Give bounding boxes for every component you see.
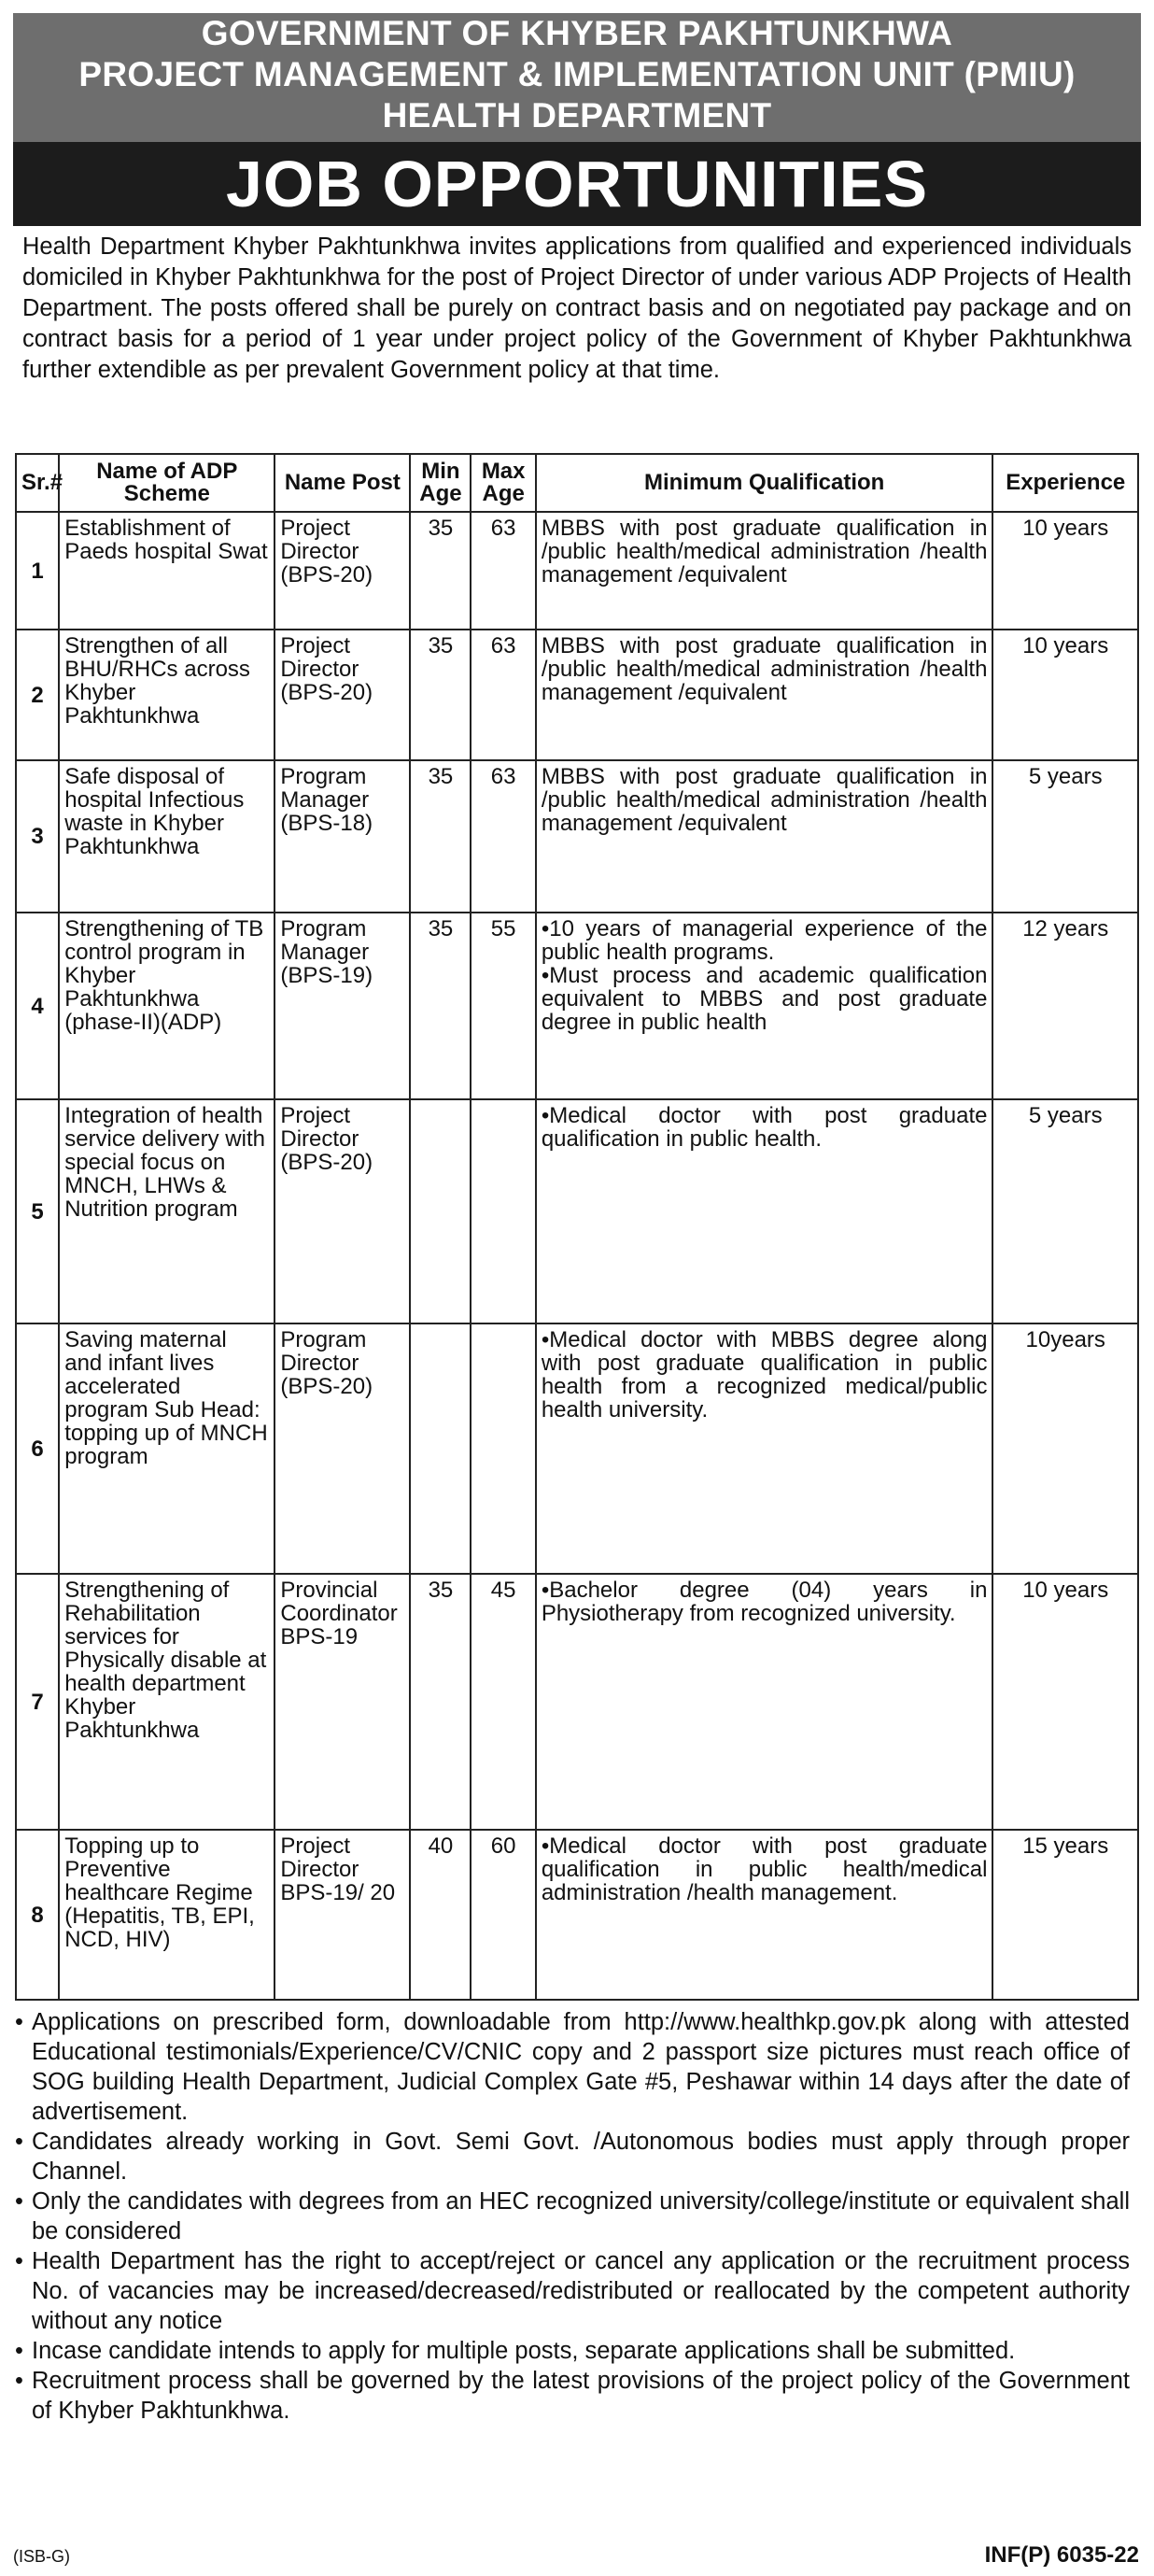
row-qualification	[536, 630, 993, 760]
row-sr: 6	[16, 1323, 59, 1574]
row-post: Project Director (BPS-20)	[274, 630, 410, 760]
row-qualification	[536, 913, 993, 1099]
table-row	[16, 512, 1138, 630]
header-min-age: Min Age	[410, 454, 471, 512]
row-max-age: 63	[471, 630, 535, 760]
row-max-age	[471, 1099, 535, 1323]
row-sr: 8	[16, 1830, 59, 2000]
footer-agency-code: (ISB-G)	[13, 2547, 70, 2566]
qualification-line: •10 years of managerial experience of the public health programs.	[541, 916, 988, 965]
row-sr: 5	[16, 1099, 59, 1323]
qualification-line: MBBS with post graduate qualification in /public health/medical administration /health management /equivalent	[541, 764, 988, 836]
row-scheme: Strengthening of Rehabilitation services for Physically disable at health department Khyber Pakhtunkhwa	[59, 1574, 274, 1830]
note-item: • Applications on prescribed form, downloadable from http://www.healthkp.gov.pk along with attested Educational testimonials/Experience/CV/CNIC copy and 2 passport size pictures must reach office of SOG building Health Department, Judicial Complex Gate #5, Peshawar within 14 days after the date of advertisement.	[13, 2007, 1130, 2127]
row-qualification	[536, 1323, 993, 1574]
row-qualification	[536, 760, 993, 913]
row-scheme: Safe disposal of hospital Infectious waste in Khyber Pakhtunkhwa	[59, 760, 274, 913]
header-max-age: Max Age	[471, 454, 535, 512]
row-scheme: Establishment of Paeds hospital Swat	[59, 512, 274, 630]
job-opportunities-banner	[13, 142, 1141, 226]
table-row	[16, 1099, 1138, 1323]
row-experience: 10 years	[992, 630, 1138, 760]
row-max-age: 60	[471, 1830, 535, 2000]
header-line-government: GOVERNMENT OF KHYBER PAKHTUNKHWA	[201, 14, 953, 52]
qualification-line: •Medical doctor with post graduate qualification in public health.	[541, 1103, 988, 1152]
row-qualification	[536, 1099, 993, 1323]
qualification-line: MBBS with post graduate qualification in /public health/medical administration /health management /equivalent	[541, 633, 988, 705]
table-row	[16, 630, 1138, 760]
row-min-age: 40	[410, 1830, 471, 2000]
table-row	[16, 1323, 1138, 1574]
qualification-line: MBBS with post graduate qualification in /public health/medical administration /health management /equivalent	[541, 516, 988, 587]
row-min-age: 35	[410, 630, 471, 760]
header-line-department: HEALTH DEPARTMENT	[382, 96, 772, 134]
row-qualification	[536, 1574, 993, 1830]
row-sr: 2	[16, 630, 59, 760]
row-post: Program Director (BPS-20)	[274, 1323, 410, 1574]
qualification-line: •Medical doctor with MBBS degree along with post graduate qualification in public health from a recognized medical/public health university.	[541, 1327, 988, 1422]
notes-list	[13, 2007, 1130, 2426]
header-post: Name Post	[274, 454, 410, 512]
row-post: Project Director (BPS-20)	[274, 512, 410, 630]
table-row	[16, 1830, 1138, 2000]
table-header-row	[16, 454, 1138, 512]
jobs-table	[15, 453, 1139, 2001]
table-row	[16, 760, 1138, 913]
row-min-age	[410, 1323, 471, 1574]
row-experience: 10years	[992, 1323, 1138, 1574]
row-experience: 15 years	[992, 1830, 1138, 2000]
row-sr: 3	[16, 760, 59, 913]
row-experience: 12 years	[992, 913, 1138, 1099]
row-sr: 1	[16, 512, 59, 630]
note-item: • Only the candidates with degrees from an HEC recognized university/college/institute or equivalent shall be considered	[13, 2187, 1130, 2246]
note-item: • Incase candidate intends to apply for multiple posts, separate applications shall be submitted.	[13, 2336, 1130, 2366]
row-experience: 10 years	[992, 512, 1138, 630]
row-experience: 5 years	[992, 1099, 1138, 1323]
qualification-line: •Bachelor degree (04) years in Physiotherapy from recognized university.	[541, 1578, 988, 1626]
row-scheme: Strengthen of all BHU/RHCs across Khyber Pakhtunkhwa	[59, 630, 274, 760]
footer-inf-number: INF(P) 6035-22	[984, 2542, 1139, 2568]
note-item: • Candidates already working in Govt. Semi Govt. /Autonomous bodies must apply through proper Channel.	[13, 2127, 1130, 2187]
header-sr: Sr.#	[16, 454, 59, 512]
row-experience: 5 years	[992, 760, 1138, 913]
row-scheme: Topping up to Preventive healthcare Regime (Hepatitis, TB, EPI, NCD, HIV)	[59, 1830, 274, 2000]
banner-title: JOB OPPORTUNITIES	[225, 148, 929, 220]
row-post: Project Director BPS-19/ 20	[274, 1830, 410, 2000]
table-row	[16, 1574, 1138, 1830]
row-min-age	[410, 1099, 471, 1323]
intro-paragraph: Health Department Khyber Pakhtunkhwa invites applications from qualified and experienced individuals domiciled in Khyber Pakhtunkhwa for the post of Project Director of under various ADP Projects of Health Department. The posts offered shall be purely on contract basis and on negotiated pay package and on contract basis for a period of 1 year under project policy of the Government of Khyber Pakhtunkhwa further extendible as per prevalent Government policy at that time.	[22, 234, 1132, 383]
row-scheme: Strengthening of TB control program in Khyber Pakhtunkhwa (phase-II)(ADP)	[59, 913, 274, 1099]
row-max-age: 63	[471, 512, 535, 630]
note-item: • Health Department has the right to accept/reject or cancel any application or the recruitment process No. of vacancies may be increased/decreased/redistributed or reallocated by the competent authority without any notice	[13, 2246, 1130, 2336]
header-qualification: Minimum Qualification	[536, 454, 993, 512]
header-band	[13, 13, 1141, 142]
row-min-age: 35	[410, 760, 471, 913]
qualification-line: •Medical doctor with post graduate qualification in public health/medical administration /health management.	[541, 1833, 988, 1905]
row-sr: 4	[16, 913, 59, 1099]
table-row	[16, 913, 1138, 1099]
header-experience: Experience	[992, 454, 1138, 512]
row-max-age: 63	[471, 760, 535, 913]
header-line-pmiu: PROJECT MANAGEMENT & IMPLEMENTATION UNIT (PMIU)	[78, 55, 1076, 93]
row-min-age: 35	[410, 1574, 471, 1830]
row-experience: 10 years	[992, 1574, 1138, 1830]
row-qualification	[536, 512, 993, 630]
qualification-line: •Must process and academic qualification equivalent to MBBS and post graduate degree in public health	[541, 963, 988, 1035]
row-max-age: 55	[471, 913, 535, 1099]
row-post: Project Director (BPS-20)	[274, 1099, 410, 1323]
row-scheme: Integration of health service delivery with special focus on MNCH, LHWs & Nutrition program	[59, 1099, 274, 1323]
row-max-age: 45	[471, 1574, 535, 1830]
header-scheme: Name of ADP Scheme	[59, 454, 274, 512]
row-post: Program Manager (BPS-18)	[274, 760, 410, 913]
row-qualification	[536, 1830, 993, 2000]
note-item: • Recruitment process shall be governed by the latest provisions of the project policy of the Government of Khyber Pakhtunkhwa.	[13, 2366, 1130, 2426]
row-max-age	[471, 1323, 535, 1574]
row-scheme: Saving maternal and infant lives accelerated program Sub Head: topping up of MNCH program	[59, 1323, 274, 1574]
row-post: Provincial Coordinator BPS-19	[274, 1574, 410, 1830]
row-min-age: 35	[410, 913, 471, 1099]
row-sr: 7	[16, 1574, 59, 1830]
row-post: Program Manager (BPS-19)	[274, 913, 410, 1099]
row-min-age: 35	[410, 512, 471, 630]
